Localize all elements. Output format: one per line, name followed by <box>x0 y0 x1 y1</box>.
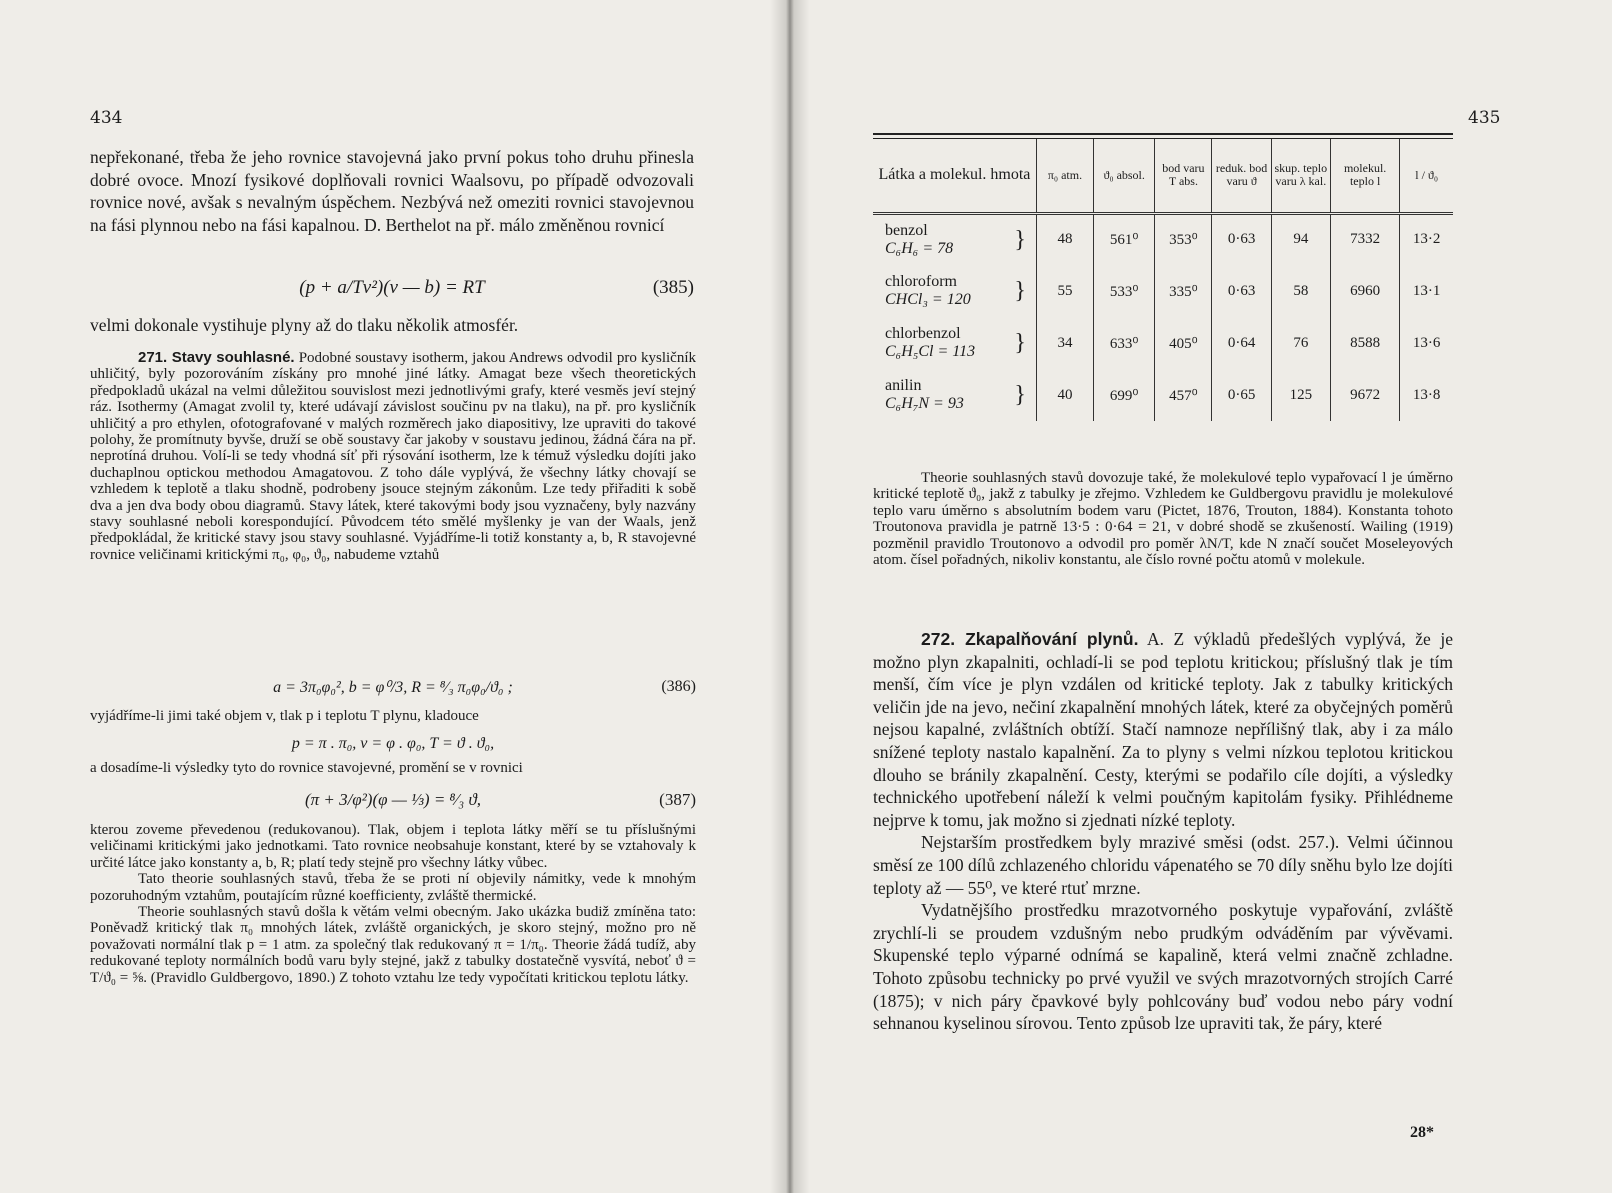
table-cell: 7332 <box>1330 213 1399 265</box>
substance-name: chloroform <box>885 273 957 290</box>
section-272 <box>873 628 1453 1035</box>
table-header-cell: bod varu T abs. <box>1155 139 1212 213</box>
table-cell: 533⁰ <box>1094 265 1155 317</box>
signature-mark: 28* <box>1410 1124 1434 1141</box>
equation-substitution <box>90 730 696 758</box>
table-cell: 0·63 <box>1212 265 1271 317</box>
left-paragraph-6: kterou zoveme převedenou (redukovanou). Tlak, objem i teplota látky měří se tu příslušnými veličinami kritickými jako jednotkami. Tato rovnice neobsahuje konstant, které by se vztahovaly k určité látce jako konstanty a, b, R; platí tedy stejně pro všechny látky vůbec. <box>90 822 696 871</box>
equation-substitution-body: p = π . π₀, v = φ . φ₀, T = ϑ . ϑ₀, <box>291 735 495 752</box>
table-cell: 13·8 <box>1412 386 1441 403</box>
equation-385-body: (p + a/Tv²)(v — b) = RT <box>299 277 485 298</box>
left-paragraph-5-block <box>90 760 696 776</box>
left-paragraph-8: Theorie souhlasných stavů došla k větám velmi obecným. Jako ukázka budiž zmíněna tato: Poněvadž kritický tlak π₀ mnohých látek, zvláště organických, je skoro stejný, možno pro ně považovati normální tlak p = 1 atm. za společný tlak redukovaný π = 1/π₀. Theorie žádá tudíž, aby redukované teploty normálních bodů varu byly stejné, jakž z tabulky dostatečně vysvítá, neboť ϑ = T/ϑ₀ = ⅝. (Pravidlo Guldbergovo, 1890.) Z tohoto vztahu lze tedy vypočítati kritickou teplotu látky. <box>90 904 696 986</box>
left-paragraph-1: nepřekonané, třeba že jeho rovnice stavojevná jako první pokus toho druhu přinesla dobré ovoce. Mnozí fysikové doplňovali rovnici Waalsovu, po případě odvozovali rovnice nové, avšak s nevalným úspěchem. Nezbývá než omeziti rovnici stavojevnou na fási plynnou nebo na fási kapalnou. D. Berthelot na př. málo změněnou rovnicí <box>90 147 694 235</box>
section-272-title: 272. Zkapalňování plynů. <box>921 629 1139 649</box>
left-paragraph-2-block <box>90 314 694 337</box>
table-cell: 699⁰ <box>1094 369 1155 421</box>
left-closing-block <box>90 822 696 986</box>
equation-387 <box>90 780 696 820</box>
table-cell: 9672 <box>1330 369 1399 421</box>
table-cell: 405⁰ <box>1155 317 1212 369</box>
table-cell: 48 <box>1036 213 1093 265</box>
section-271-title: 271. Stavy souhlasné. <box>138 349 295 366</box>
table-header-row <box>873 139 1453 213</box>
left-paragraph-5: a dosadíme-li výsledky tyto do rovnice stavojevné, promění se v rovnici <box>90 760 523 776</box>
left-paragraph-4: vyjádříme-li jimi také objem v, tlak p i teplotu T plynu, kladouce <box>90 708 479 724</box>
substance-formula: C₆H₆ = 78 <box>885 239 954 257</box>
right-paragraph-1-block <box>873 470 1453 568</box>
table-cell: 40 <box>1036 369 1093 421</box>
equation-387-body: (π + 3/φ²)(φ — ⅓) = ⁸⁄₃ ϑ, <box>304 790 482 809</box>
left-page <box>0 0 790 1193</box>
substance-name: chlorbenzol <box>885 325 961 342</box>
table-cell: 0·64 <box>1212 317 1271 369</box>
table-cell: 94 <box>1271 213 1330 265</box>
table-row <box>873 265 1453 317</box>
table-row <box>873 213 1453 265</box>
section-272-body: A. Z výkladů předešlých vyplývá, že je možno plyn zkapalniti, ochladí-li se pod teplotu kritickou; příslušný tlak je tím menší, čím více je plyn vzdálen od kritické teploty. Jak z tabulky kritických veličin jde na jevo, nečiní zkapalnění mnohých látek, které za obyčejných poměrů nejsou kapalné, zvláštních obtíží. Stačí namnoze nepřílišný tlak, aby i za málo snížené teploty nastalo kapalnění. Za to plyny s velmi nízkou teplotou kritickou dlouho se bránily zkapalnění. Cesty, kterými se podařilo cíle dojíti, a výsledky technického upotřebení náleží k velmi poučným kapitolám fysiky. Přihlédneme nejprve k tomu, jak možno si zjednati nízké teploty. <box>873 629 1453 830</box>
table <box>873 139 1453 421</box>
equation-386-body: a = 3π₀φ₀², b = φ⁰/3, R = ⁸⁄₃ π₀φ₀/ϑ₀ ; <box>273 679 513 696</box>
substance-formula: C₆H₇N = 93 <box>885 395 964 412</box>
table-cell: 8588 <box>1330 317 1399 369</box>
left-intro <box>90 146 694 236</box>
table-cell: 13·1 <box>1412 282 1441 299</box>
table-cell-substance: } chlorbenzol C₆H₅Cl = 113 <box>873 317 1036 369</box>
table-cell: 13·6 <box>1412 334 1441 351</box>
substance-name: anilin <box>885 377 922 394</box>
table-cell: 125 <box>1271 369 1330 421</box>
table-header-cell: Látka a molekul. hmota <box>873 139 1036 213</box>
right-paragraph-3: Nejstarším prostředkem byly mrazivé směsi (odst. 257.). Velmi účinnou směsí ze 100 dílů zchlazeného chloridu vápenatého se 70 díly sněhu bylo lze dojíti teploty až — 55⁰, ve které rtuť mrzne. <box>873 832 1453 898</box>
equation-386 <box>90 670 696 704</box>
table-row <box>873 369 1453 421</box>
table-cell: 6960 <box>1330 265 1399 317</box>
table-cell: 34 <box>1036 317 1093 369</box>
critical-data-table <box>873 133 1453 421</box>
table-cell: 561⁰ <box>1094 213 1155 265</box>
section-271-body: Podobné soustavy isotherm, jakou Andrews odvodil pro kysličník uhličitý, byly pozorováním získány pro mnohé jiné látky. Amagat beze všech theoretických předpokladů ukázal na velmi důležitou souvislost mezi jednotlivými grafy, které vesměs jeví stejný ráz. Isothermy (Amagat zvolil ty, které udávají závislost součinu pv na tlaku), na př. pro kysličník uhličitý a pro ethylen, ofotografované v malých rozměrech jako diapositivy, lze upraviti do takové polohy, že promítnuty byvše, druží se obě soustavy čar jakoby v soustavu jedinou, žádná čára na př. neprotíná druhou. Volí-li se tedy vhodná síť při rýsování isotherm, lze k témuž výsledku dojíti jako duchaplnou optickou methodou Amagatovou. Z toho dále vyplývá, že všechny látky chovají se vzhledem k teplotě a tlaku shodně, podrobeny jsouce stejným zákonům. Lze tedy přiřaditi k sobě dva a jen dva body obou diagramů. Stavy látek, které takovými body jsou vyznačeny, byly nazvány stavy souhlasné neboli korespondující. Původcem této smělé myšlenky je van der Waals, jenž předpokládal, že kritické stavy jsou stavy souhlasné. Vyjádříme-li totiž konstanty a, b, R stavojevné rovnice veličinami kritickými π₀, φ₀, ϑ₀, nabudeme vztahů <box>90 350 697 563</box>
table-cell-substance: } benzol C₆H₆ = 78 <box>873 213 1036 265</box>
table-header-cell: ϑ₀ absol. <box>1094 139 1155 213</box>
table-cell: 0·65 <box>1212 369 1271 421</box>
left-paragraph-4-block <box>90 708 696 724</box>
table-cell: 0·63 <box>1212 213 1271 265</box>
table-cell-substance: } anilin C₆H₇N = 93 <box>873 369 1036 421</box>
right-paragraph-4: Vydatnějšího prostředku mrazotvorného poskytuje vypařování, zvláště zrychlí-li se proudem vzdušným nebo prudkým odváděním par vývěvami. Skupenské teplo výparné odnímá se kapalině, která velmi značně zchladne. Tohoto způsobu technicky po prvé využil ve svých mrazotvorných strojích Carré (1875); v nich páry čpavkové byly pohlcovány buď vodou nebo páry vodní sehnanou kyselinou sírovou. Tento způsob lze upraviti tak, že páry, které <box>873 900 1453 1034</box>
table-cell: 55 <box>1036 265 1093 317</box>
table-cell: 457⁰ <box>1155 369 1212 421</box>
table-cell: 353⁰ <box>1155 213 1212 265</box>
substance-name: benzol <box>885 221 928 239</box>
equation-385-number: (385) <box>652 277 694 298</box>
table-header-cell: reduk. bod varu ϑ <box>1212 139 1271 213</box>
table-header-cell: l / ϑ₀ <box>1400 139 1453 213</box>
table-header-cell: skup. teplo varu λ kal. <box>1271 139 1330 213</box>
page-number-right: 435 <box>1468 108 1501 128</box>
table-cell: 76 <box>1271 317 1330 369</box>
table-cell: 13·2 <box>1412 231 1441 248</box>
table-cell: 58 <box>1271 265 1330 317</box>
page-number-left: 434 <box>90 108 123 128</box>
left-paragraph-7: Tato theorie souhlasných stavů, třeba že se proti ní objevily námitky, vede k mnohým pozoruhodným vztahům, poutajícím různé koefficienty, zvláště thermické. <box>90 871 696 904</box>
left-paragraph-2: velmi dokonale vystihuje plyny až do tlaku několik atmosfér. <box>90 315 519 335</box>
substance-formula: CHCl₃ = 120 <box>885 291 971 308</box>
equation-386-number: (386) <box>661 678 696 695</box>
section-271 <box>90 350 696 563</box>
table-row <box>873 317 1453 369</box>
table-cell: 633⁰ <box>1094 317 1155 369</box>
equation-387-number: (387) <box>659 790 696 809</box>
table-header-cell: molekul. teplo l <box>1330 139 1399 213</box>
right-paragraph-1: Theorie souhlasných stavů dovozuje také, že molekulové teplo vypařovací l je úměrno kritické teplotě ϑ₀, jakž z tabulky je zřejmo. Vzhledem ke Guldbergovu pravidlu je molekulové teplo varu úměrno s absolutním bodem varu (Pictet, 1876, Trouton, 1884). Konstanta tohoto Troutonova pravidla je patrně 13·5 : 0·64 = 21, v dobré shodě se zkušeností. Wailing (1919) pozměnil pravidlo Troutonovo a odvodil pro poměr λN/T, kde N značí součet Moseleyových atom. čísel pořadných, nikoliv konstantu, ale číslo rovné počtu atomů v molekule. <box>873 470 1453 569</box>
table-cell-substance: } chloroform CHCl₃ = 120 <box>873 265 1036 317</box>
equation-385 <box>90 266 694 310</box>
table-cell: 335⁰ <box>1155 265 1212 317</box>
table-header-cell: π₀ atm. <box>1036 139 1093 213</box>
substance-formula: C₆H₅Cl = 113 <box>885 343 976 360</box>
